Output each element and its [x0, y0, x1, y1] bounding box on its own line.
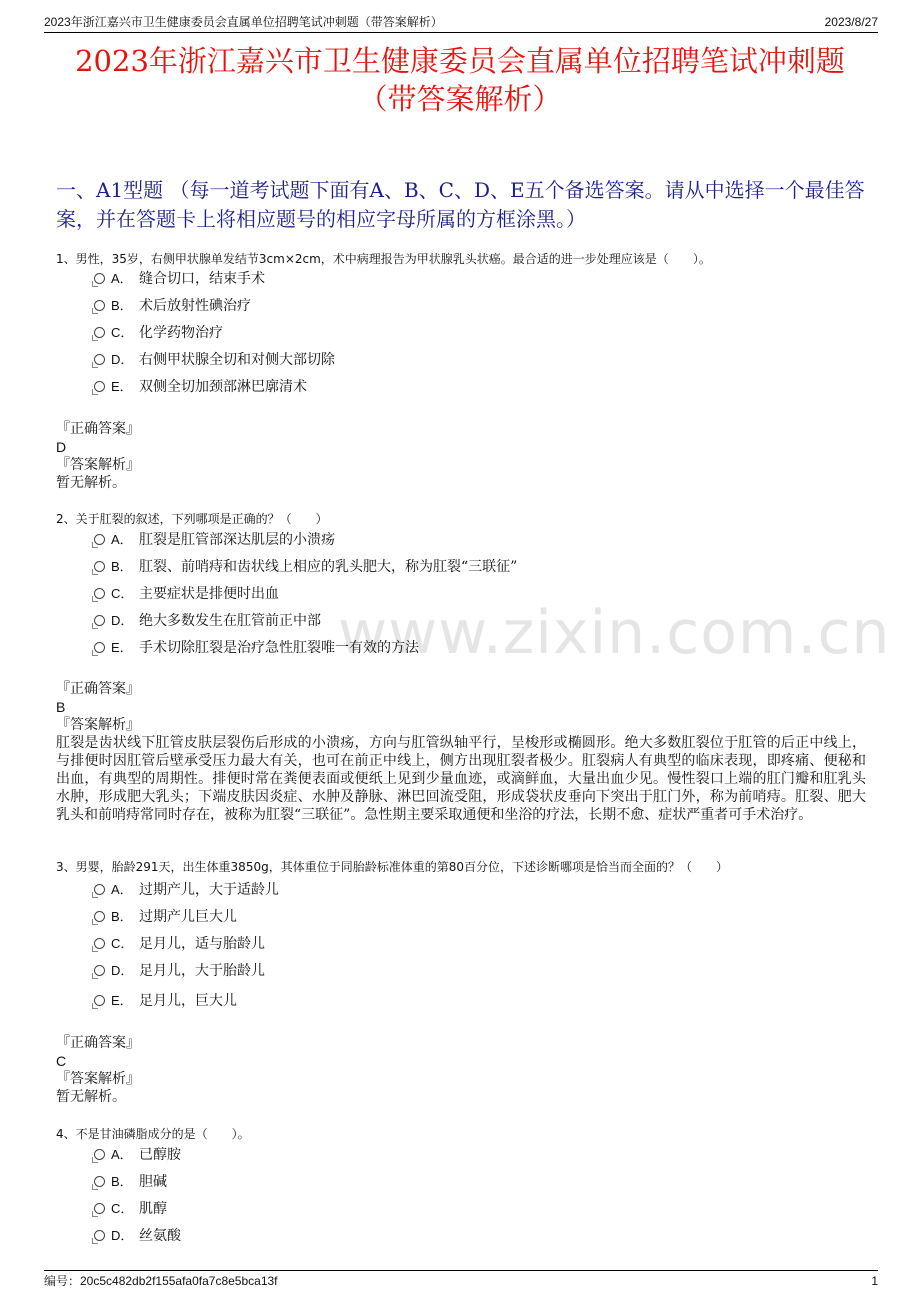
- option-text: 肌醇: [139, 1201, 167, 1217]
- question-text: 男婴，胎龄291天，出生体重3850g，其体重位于同胎龄标准体重的第80百分位，下述诊断哪项是恰当而全面的？（ ）: [75, 860, 728, 874]
- option-a[interactable]: [94, 531, 335, 549]
- option-letter: D．: [111, 352, 134, 367]
- question-stem: [56, 250, 866, 268]
- option-d[interactable]: [94, 1227, 181, 1245]
- answer-label: 『正确答案』: [56, 1035, 140, 1051]
- option-letter: B．: [111, 1174, 133, 1189]
- document-title: [0, 42, 920, 118]
- radio-icon[interactable]: [94, 1230, 105, 1241]
- radio-icon[interactable]: [94, 938, 105, 949]
- explanation-label: 『答案解析』: [56, 717, 140, 733]
- radio-icon[interactable]: [94, 300, 105, 311]
- explanation-label: 『答案解析』: [56, 1071, 140, 1087]
- explanation-text: 暂无解析。: [56, 475, 126, 491]
- correct-answer: C: [56, 1053, 67, 1069]
- option-letter: B．: [111, 909, 133, 924]
- option-text: 过期产儿巨大儿: [139, 909, 237, 925]
- option-text: 术后放射性碘治疗: [139, 298, 251, 314]
- option-text: 肛裂是肛管部深达肌层的小溃疡: [139, 532, 335, 548]
- radio-icon[interactable]: [94, 381, 105, 392]
- explanation-text: 肛裂是齿状线下肛管皮肤层裂伤后形成的小溃疡，方向与肛管纵轴平行，呈梭形或椭圆形。绝大多数肛裂位于肛管的后正中线上，与排便时因肛管后壁承受压力最大有关，也可在前正中线上，侧方出现肛裂者极少。肛裂病人有典型的临床表现，即疼痛、便秘和出血，有典型的周期性。排便时常在粪便表面或便纸上见到少量血迹，或滴鲜血，大量出血少见。慢性裂口上端的肛门瓣和肛乳头水肿，形成肥大乳头；下端皮肤因炎症、水肿及静脉、淋巴回流受阻，形成袋状皮垂向下突出于肛门外，称为前哨痔。肛裂、肥大乳头和前哨痔常同时存在，被称为肛裂“三联征”。急性期主要采取通便和坐浴的疗法，长期不愈、症状严重者可手术治疗。: [56, 735, 866, 823]
- option-text: 足月儿，大于胎龄儿: [139, 963, 265, 979]
- radio-icon[interactable]: [94, 327, 105, 338]
- option-letter: C．: [111, 325, 134, 340]
- answer-label: 『正确答案』: [56, 681, 140, 697]
- question-text: 关于肛裂的叙述，下列哪项是正确的？（ ）: [75, 512, 328, 526]
- question-number: 3、: [56, 860, 76, 874]
- option-letter: B．: [111, 559, 133, 574]
- option-b[interactable]: [94, 297, 251, 315]
- header-doc-title: 2023年浙江嘉兴市卫生健康委员会直属单位招聘笔试冲刺题（带答案解析）: [44, 15, 443, 29]
- correct-answer: B: [56, 699, 66, 715]
- header-date: 2023/8/27: [824, 15, 878, 29]
- option-text: 胆碱: [139, 1174, 167, 1190]
- option-letter: C．: [111, 586, 134, 601]
- question-number: 1、: [56, 252, 76, 266]
- radio-icon[interactable]: [94, 911, 105, 922]
- title-line-2: （带答案解析）: [358, 82, 562, 116]
- option-d[interactable]: [94, 962, 265, 980]
- option-text: 已醇胺: [139, 1147, 181, 1163]
- explanation-text: 暂无解析。: [56, 1089, 126, 1105]
- radio-icon[interactable]: [94, 1149, 105, 1160]
- answer-block: [56, 1034, 866, 1106]
- option-letter: A．: [111, 1147, 133, 1162]
- option-d[interactable]: [94, 612, 321, 630]
- radio-icon[interactable]: [94, 884, 105, 895]
- watermark: www.zixin.com.cn: [338, 598, 891, 668]
- question-text: 不是甘油磷脂成分的是（ ）。: [75, 1127, 250, 1141]
- question-number: 4、: [56, 1127, 76, 1141]
- option-text: 手术切除肛裂是治疗急性肛裂唯一有效的方法: [139, 640, 419, 656]
- option-a[interactable]: [94, 270, 265, 288]
- radio-icon[interactable]: [94, 642, 105, 653]
- option-text: 丝氨酸: [139, 1228, 181, 1244]
- radio-icon[interactable]: [94, 1176, 105, 1187]
- page-header: [44, 10, 878, 33]
- option-letter: A．: [111, 882, 133, 897]
- radio-icon[interactable]: [94, 354, 105, 365]
- answer-label: 『正确答案』: [56, 421, 140, 437]
- option-c[interactable]: [94, 585, 279, 603]
- option-e[interactable]: [94, 378, 307, 396]
- option-letter: C．: [111, 1201, 134, 1216]
- option-text: 双侧全切加颈部淋巴廓清术: [139, 379, 307, 395]
- option-b[interactable]: [94, 558, 517, 576]
- option-text: 缝合切口，结束手术: [139, 271, 265, 287]
- question-stem: [56, 1125, 866, 1143]
- question-1: [56, 250, 866, 491]
- radio-icon[interactable]: [94, 615, 105, 626]
- option-text: 主要症状是排便时出血: [139, 586, 279, 602]
- option-text: 右侧甲状腺全切和对侧大部切除: [139, 352, 335, 368]
- option-c[interactable]: [94, 935, 265, 953]
- option-text: 肛裂、前哨痔和齿状线上相应的乳头肥大，称为肛裂“三联征”: [139, 559, 518, 575]
- option-e[interactable]: [94, 992, 237, 1010]
- radio-icon[interactable]: [94, 534, 105, 545]
- option-b[interactable]: [94, 1173, 167, 1191]
- radio-icon[interactable]: [94, 588, 105, 599]
- question-4: [56, 1125, 866, 1244]
- radio-icon[interactable]: [94, 273, 105, 284]
- option-a[interactable]: [94, 1146, 181, 1164]
- option-letter: B．: [111, 298, 133, 313]
- page-footer: [44, 1270, 878, 1289]
- option-letter: D．: [111, 963, 134, 978]
- question-text: 男性，35岁，右侧甲状腺单发结节3cm×2cm，术中病理报告为甲状腺乳头状癌。最合适的进一步处理应该是（ ）。: [75, 252, 711, 266]
- option-letter: E．: [111, 379, 133, 394]
- option-c[interactable]: [94, 1200, 167, 1218]
- option-letter: A．: [111, 271, 133, 286]
- radio-icon[interactable]: [94, 1203, 105, 1214]
- option-letter: E．: [111, 640, 133, 655]
- title-line-1: 2023年浙江嘉兴市卫生健康委员会直属单位招聘笔试冲刺题: [75, 44, 845, 78]
- radio-icon[interactable]: [94, 995, 105, 1006]
- radio-icon[interactable]: [94, 561, 105, 572]
- correct-answer: D: [56, 439, 67, 455]
- option-letter: D．: [111, 613, 134, 628]
- option-text: 过期产儿，大于适龄儿: [139, 882, 279, 898]
- option-text: 化学药物治疗: [139, 325, 223, 341]
- footer-doc-id: 编号：20c5c482db2f155afa0fa7c8e5bca13f: [44, 1274, 278, 1288]
- explanation-label: 『答案解析』: [56, 457, 140, 473]
- option-a[interactable]: [94, 881, 279, 899]
- option-letter: C．: [111, 936, 134, 951]
- option-letter: A．: [111, 532, 133, 547]
- option-b[interactable]: [94, 908, 237, 926]
- option-e[interactable]: [94, 639, 419, 657]
- option-d[interactable]: [94, 351, 335, 369]
- page-number: 1: [871, 1274, 878, 1288]
- section-heading: 一、A1型题 （每一道考试题下面有A、B、C、D、E五个备选答案。请从中选择一个最佳答案，并在答题卡上将相应题号的相应字母所属的方框涂黑。）: [56, 178, 865, 231]
- answer-block: [56, 680, 866, 824]
- option-letter: D．: [111, 1228, 134, 1243]
- question-stem: [56, 858, 866, 876]
- option-letter: E．: [111, 993, 133, 1008]
- radio-icon[interactable]: [94, 965, 105, 976]
- question-stem: [56, 510, 866, 528]
- answer-block: [56, 420, 866, 492]
- option-text: 足月儿，巨大儿: [139, 993, 237, 1009]
- question-number: 2、: [56, 512, 76, 526]
- option-c[interactable]: [94, 324, 223, 342]
- option-text: 足月儿，适与胎龄儿: [139, 936, 265, 952]
- question-3: [56, 858, 866, 1105]
- option-text: 绝大多数发生在肛管前正中部: [139, 613, 321, 629]
